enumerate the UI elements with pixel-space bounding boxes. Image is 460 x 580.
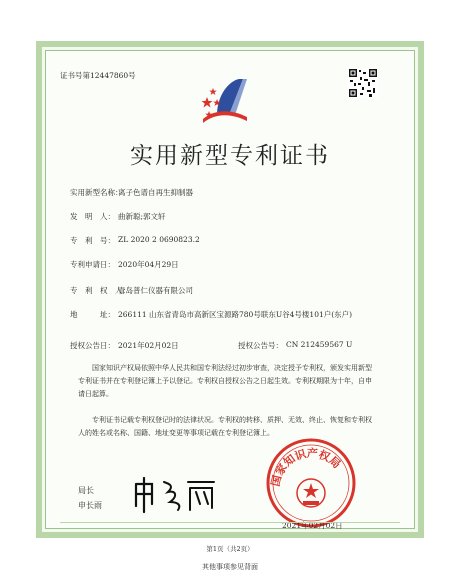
seal-text: 国家知识产权局: [268, 446, 344, 488]
paragraph-grant-notice: 国家知识产权局依照中华人民共和国专利法经过初步审查，决定授予专利权，颁发实用新型专利证书并在专利登记簿上予以登记。专利权自授权公告之日起生效。专利权期限为十年，自申请日起算。: [78, 364, 372, 398]
qr-code-icon: [348, 68, 378, 98]
field-utility-model-name: [70, 187, 193, 198]
field-label: 专利申请日：: [70, 260, 115, 269]
official-seal-icon: [265, 437, 357, 529]
field-address: [70, 309, 124, 320]
field-value: 2021年02月02日: [118, 341, 179, 350]
field-label: 发 明 人：: [70, 212, 115, 221]
field-label: 地 址：: [70, 310, 115, 319]
signature-name: 申长雨: [78, 501, 102, 510]
field-grant-number: [238, 340, 353, 351]
field-label: 专 利 权 人：: [70, 286, 130, 295]
page-number: 第1页（共2页）: [206, 545, 254, 553]
field-value: ZL 2020 2 0690823.2: [118, 235, 200, 244]
seal-date: 2021年02月02日: [282, 521, 343, 530]
field-label: 专 利 号：: [70, 236, 115, 245]
handwritten-signature: [130, 474, 218, 514]
field-value: 青岛普仁仪器有限公司: [118, 286, 193, 295]
field-patent-number: [70, 235, 200, 246]
field-patentee: [70, 285, 193, 296]
field-value: 离子色谱自再生抑制器: [118, 188, 193, 197]
divider: [60, 522, 400, 523]
field-value: CN 212459567 U: [286, 340, 353, 349]
field-grant-date: [70, 340, 179, 351]
paragraph-legal-status: 专利证书记载专利权登记时的法律状况。专利权的转移、质押、无效、终止、恢复和专利权人的姓名或名称、国籍、地址变更等事项记载在专利登记簿上。: [78, 416, 372, 437]
field-value: 曲新聪;郭文轩: [118, 212, 166, 221]
field-label: 授权公告日：: [70, 341, 115, 350]
patent-office-emblem-icon: [199, 75, 251, 123]
signature-title: 局长: [78, 486, 94, 495]
field-label: 授权公告号：: [238, 341, 283, 350]
certificate-title: 实用新型专利证书: [130, 143, 330, 169]
field-application-date: [70, 259, 179, 270]
field-inventor: [70, 211, 166, 222]
field-value: 2020年04月29日: [118, 260, 179, 269]
field-label: 实用新型名称：: [70, 188, 123, 197]
address-value: 266111 山东省青岛市高新区宝源路780号联东U谷4号楼101户(东户): [118, 310, 353, 319]
certificate-number: 证书号第12447860号: [60, 71, 136, 80]
footer-note: 其他事项参见背面: [202, 563, 258, 571]
